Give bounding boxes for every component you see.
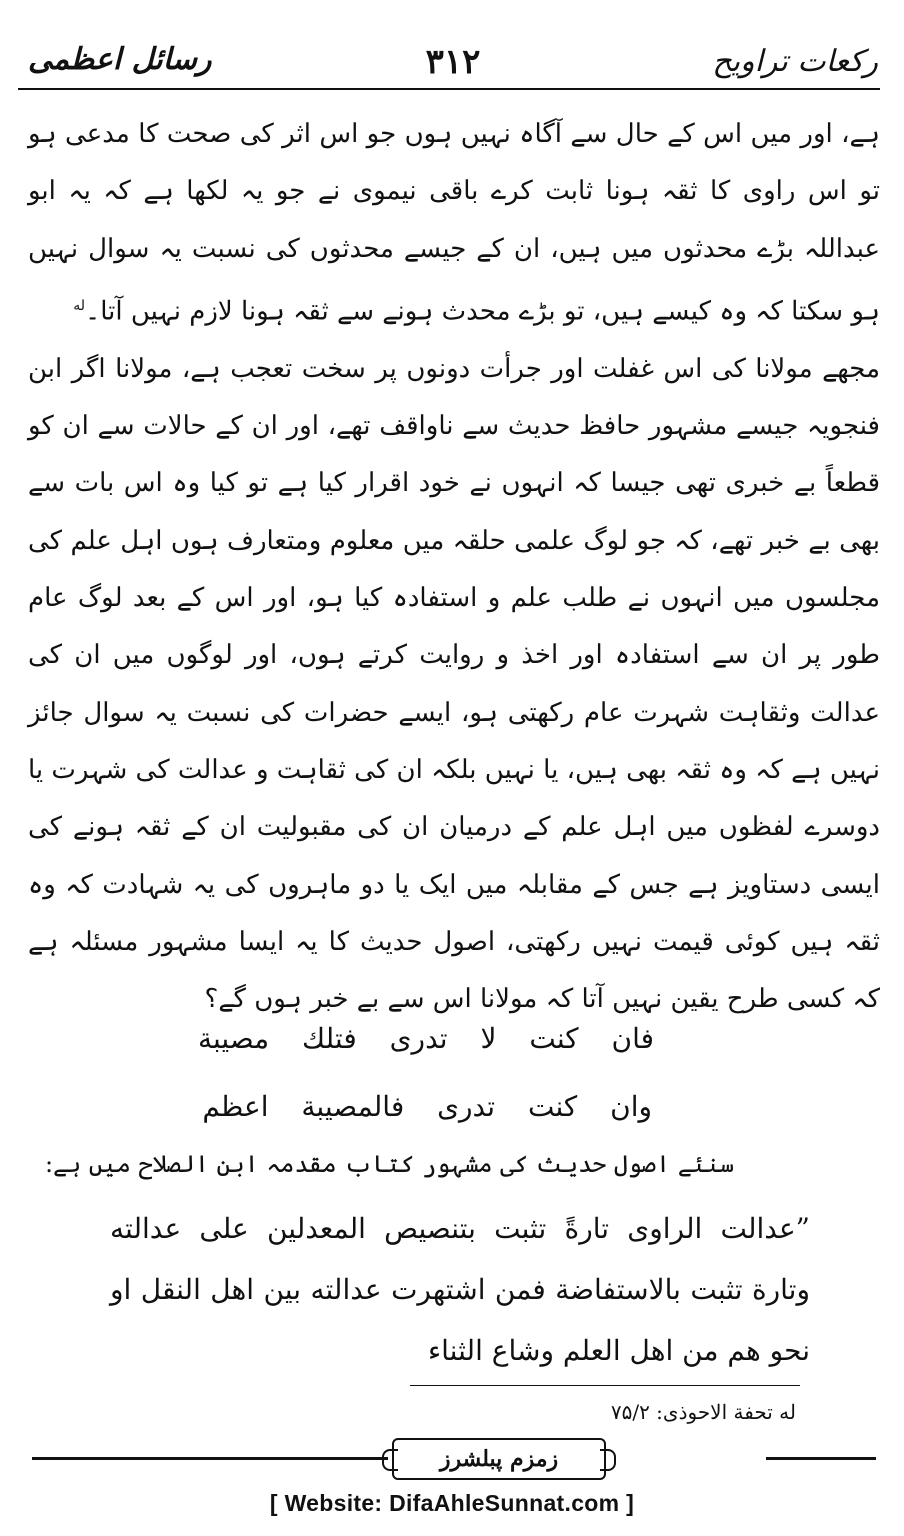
main-text	[28, 106, 880, 1028]
arabic-quote: ”عدالت الراوى تارةً تثبت بتنصيص المعدلين على عدالته وتارة تثبت بالاستفاضة فمن اشتهرت عدالته بين اهل النقل او نحو هم من اهل العلم وشاع الثناء	[110, 1212, 810, 1367]
paragraph-1-text: ہے، اور میں اس کے حال سے آگاہ نہیں ہوں جو اس اثر کی صحت کا مدعی ہو تو اس راوی کا ثقہ ہونا ثابت کرے باقی نیموی نے جو یہ لکھا ہے کہ یہ ابو عبداللہ بڑے محدثوں میں ہیں، ان کے جیسے محدثوں کی نسبت یہ سوال نہیں ہو سکتا کہ وہ کیسے ہیں، تو بڑے محدث ہونے سے ثقہ ہونا لازم نہیں آتا۔	[28, 119, 880, 327]
paragraph-1	[28, 106, 880, 341]
verse-line-1: فان كنت لا تدرى فتلك مصيبة	[197, 1022, 654, 1055]
chapter-title: رکعات تراویح	[712, 44, 878, 79]
publisher-badge: زمزم پبلشرز	[392, 1438, 606, 1480]
paragraph-2: مجھے مولانا کی اس غفلت اور جرأت دونوں پر سخت تعجب ہے، مولانا اگر ابن فنجویہ جیسے مشہور حافظ حدیث سے ناواقف تھے، اور ان کے حالات سے ان کو قطعاً بے خبری تھی جیسا کہ انہوں نے خود اقرار کیا ہے تو کیا وہ اس بات سے بھی بے خبر تھے، کہ جو لوگ علمی حلقہ میں معلوم ومتعارف ہوں اہل علم کی مجلسوں میں انہوں نے طلب علم و استفادہ کیا ہو، اور اس کے بعد لوگ عام طور پر ان سے استفادہ اور اخذ و روایت کرتے ہوں، اور لوگوں میں ان کی عدالت وثقاہت شہرت عام رکھتی ہو، ایسے حضرات کی نسبت یہ سوال جائز نہیں ہے کہ وہ ثقہ بھی ہیں، یا نہیں بلکہ ان کی ثقاہت و عدالت کی شہرت یا دوسرے لفظوں میں اہل علم کے درمیان ان کی مقبولیت ان کے ثقہ ہونے کی ایسی دستاویز ہے جس کے مقابلہ میں ایک یا دو ماہروں کی یہ شہادت کہ وہ ثقہ ہیں کوئی قیمت نہیں رکھتی، اصول حدیث کا یہ ایسا مشہور مسئلہ ہے کہ کسی طرح یقین نہیں آتا کہ مولانا اس سے بے خبر ہوں گے؟	[28, 353, 880, 1015]
footnote: له تحفة الاحوذى: ۷۵/۲	[610, 1400, 796, 1424]
header-rule	[18, 88, 880, 90]
publisher-rule-left	[32, 1457, 388, 1460]
footnote-marker: له	[73, 297, 85, 314]
page-number: ۳۱۲	[425, 42, 481, 82]
page-header	[28, 36, 878, 86]
quote-intro: سنئے اصول حدیث کی مشہور کتاب مقدمہ ابن الصلاح میں ہے:	[44, 1150, 734, 1178]
publisher-rule-right	[766, 1457, 876, 1460]
footnote-rule	[410, 1385, 800, 1386]
verse-line-2: وان كنت تدرى فالمصيبة اعظم	[202, 1090, 652, 1123]
website-link[interactable]: [ Website: DifaAhleSunnat.com ]	[269, 1490, 635, 1516]
book-title: رسائل اعظمی	[28, 42, 212, 77]
publisher-bar	[32, 1436, 876, 1480]
